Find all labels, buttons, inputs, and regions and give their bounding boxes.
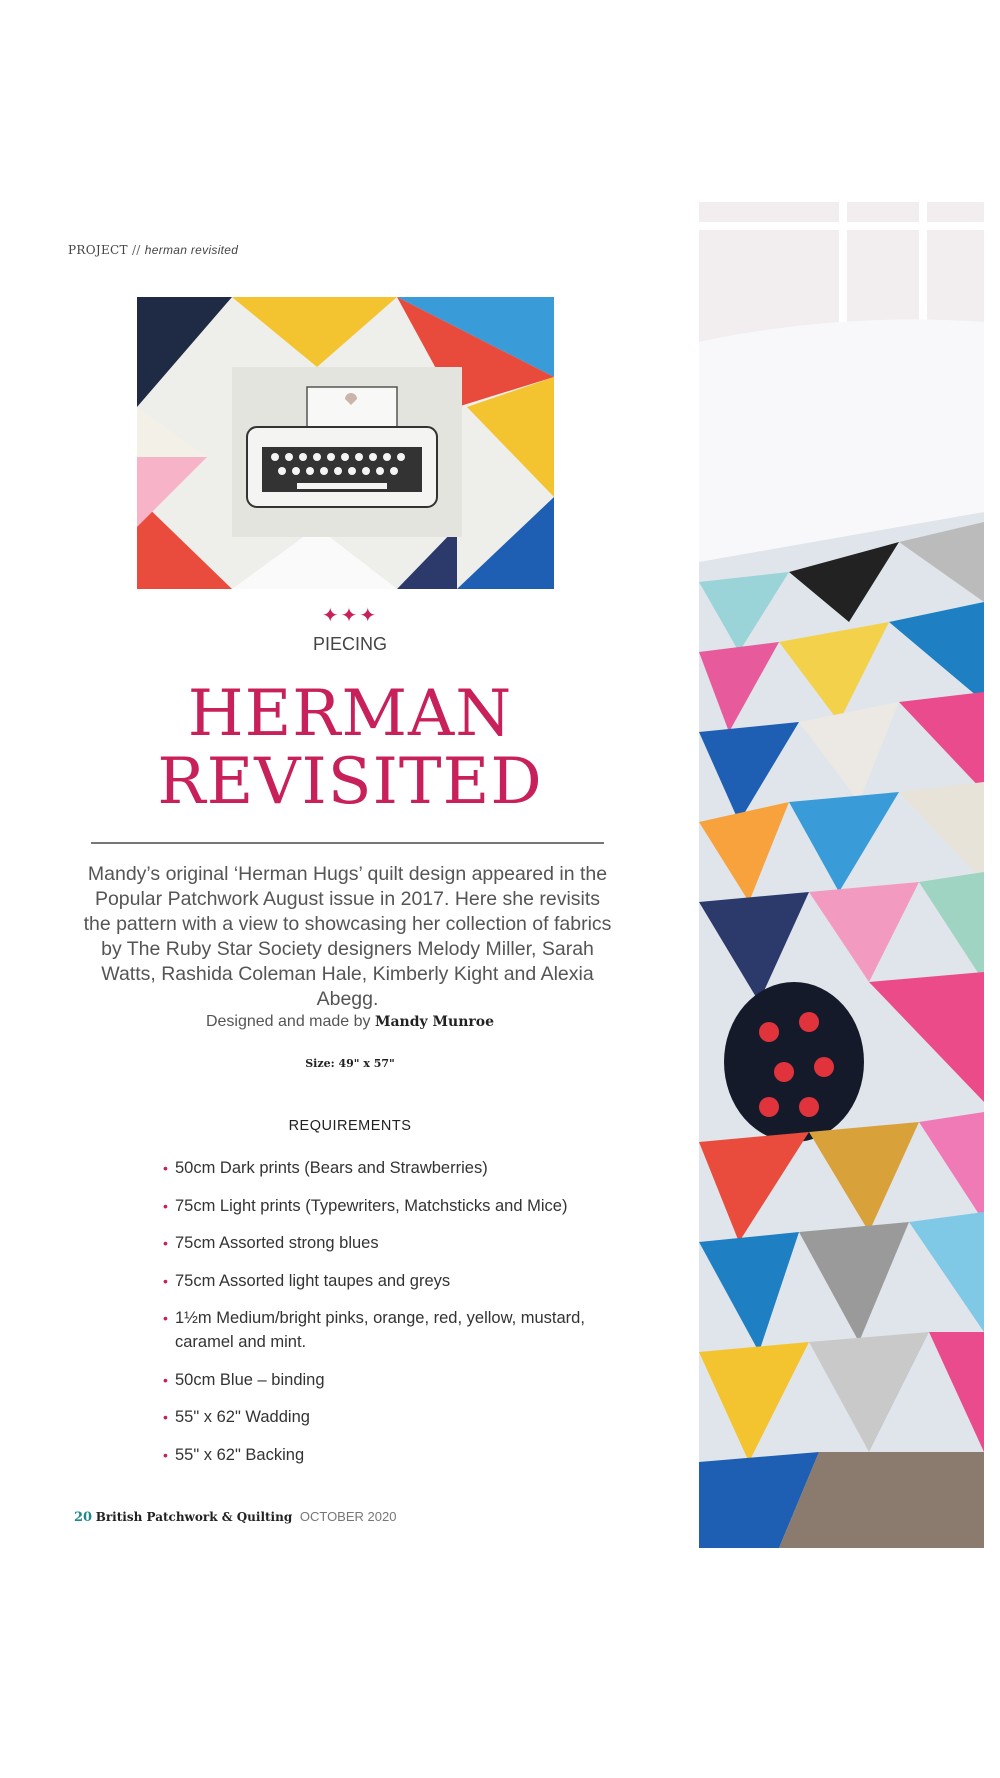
quilt-size: Size: 49" x 57" (305, 1057, 395, 1070)
bullet-icon: • (163, 1197, 168, 1214)
bullet-icon: • (163, 1160, 168, 1176)
section-subtitle: herman revisited (144, 243, 239, 257)
list-item: • 55" x 62" Wadding (163, 1405, 623, 1429)
requirements-list (163, 1156, 623, 1480)
category-label: PIECING (312, 634, 387, 654)
list-item: • 50cm Dark prints (Bears and Strawberries) (163, 1156, 623, 1180)
title-line-1: HERMAN (187, 677, 513, 751)
page-footer (74, 1509, 396, 1525)
title-divider (91, 842, 604, 844)
list-item: • 1½m Medium/bright pinks, orange, red, yellow, mustard, caramel and mint. (163, 1306, 623, 1354)
bullet-icon: • (163, 1310, 168, 1326)
magazine-name: British Patchwork & Quilting (95, 1510, 293, 1524)
section-separator: // (131, 243, 141, 257)
bullet-icon: • (163, 1272, 168, 1289)
difficulty-rating-icon: ✦✦✦ (321, 605, 379, 627)
list-item: • 75cm Light prints (Typewriters, Matchsticks and Mice) (163, 1194, 623, 1218)
intro-paragraph: Mandy’s original ‘Herman Hugs’ quilt design appeared in the Popular Patchwork August issue in 2017. Here she revisits the pattern with a view to showcasing her collection of fabrics by The Ruby Star Society designers Melody Miller, Sarah Watts, Rashida Coleman Hale, Kimberly Kight and Alexia Abegg. (83, 863, 612, 1010)
page-number: 20 (74, 1510, 93, 1525)
page-title (0, 677, 700, 819)
requirements-heading: REQUIREMENTS (288, 1118, 412, 1134)
list-item: • 75cm Assorted light taupes and greys (163, 1269, 623, 1293)
section-header (68, 243, 238, 257)
bullet-icon: • (163, 1235, 168, 1251)
quilt-on-bed-photo (699, 202, 984, 1548)
list-item: • 55" x 62" Backing (163, 1443, 623, 1467)
section-label: PROJECT (68, 243, 128, 257)
bullet-icon: • (163, 1409, 168, 1425)
list-item: • 50cm Blue – binding (163, 1368, 623, 1392)
credit-prefix: Designed and made by (205, 1013, 371, 1030)
list-item: • 75cm Assorted strong blues (163, 1231, 623, 1255)
bullet-icon: • (163, 1371, 168, 1388)
issue-date: OCTOBER 2020 (299, 1509, 397, 1524)
title-line-2: REVISITED (157, 745, 543, 819)
typewriter-block-photo (137, 297, 554, 589)
designer-name: Mandy Munroe (374, 1014, 495, 1030)
designer-credit (0, 1013, 700, 1031)
bullet-icon: • (163, 1446, 168, 1463)
